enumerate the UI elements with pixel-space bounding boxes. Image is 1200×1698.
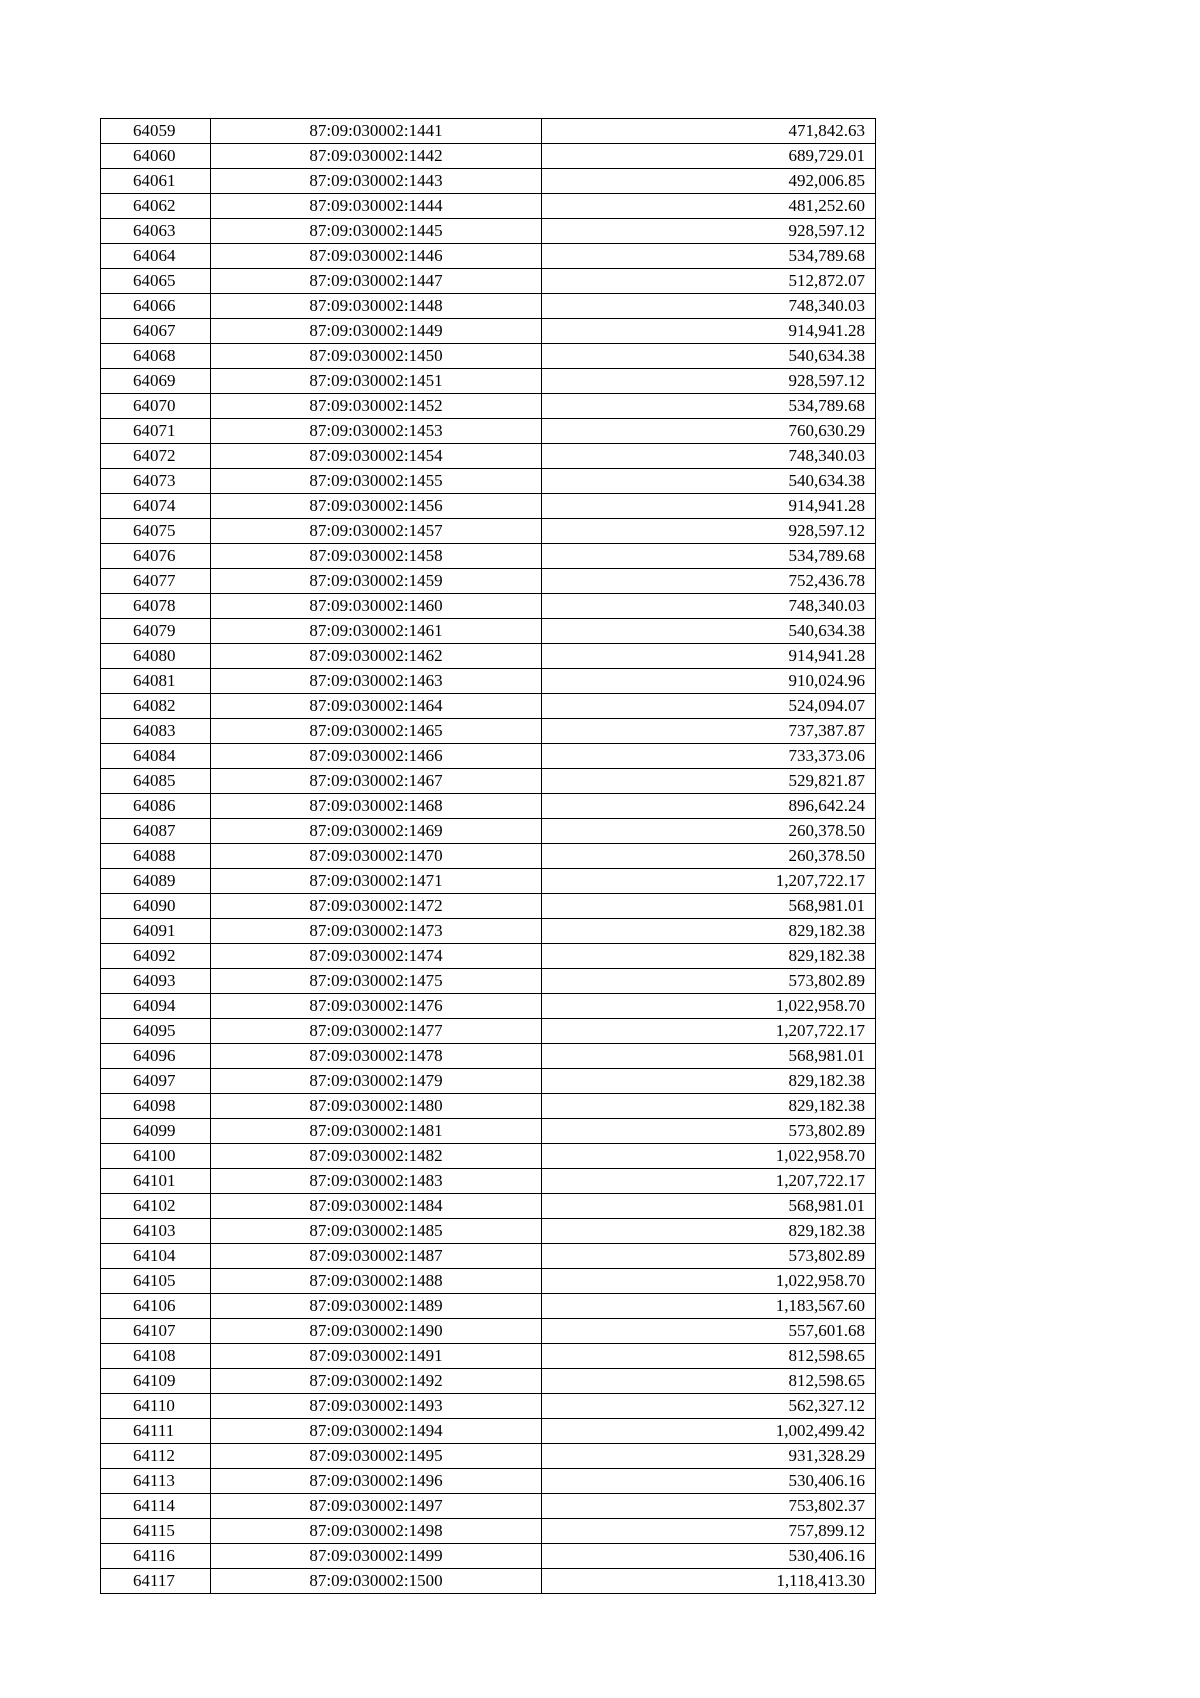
cadastral-number-cell: 87:09:030002:1491 (211, 1344, 542, 1369)
cadastral-value-cell: 260,378.50 (542, 819, 876, 844)
table-row (101, 244, 876, 269)
cadastral-number-cell: 87:09:030002:1441 (211, 119, 542, 144)
row-number-cell: 64114 (101, 1494, 211, 1519)
row-number-cell: 64087 (101, 819, 211, 844)
row-number-cell: 64076 (101, 544, 211, 569)
table-row (101, 1394, 876, 1419)
cadastral-number-cell: 87:09:030002:1488 (211, 1269, 542, 1294)
table-row (101, 419, 876, 444)
cadastral-value-cell: 534,789.68 (542, 544, 876, 569)
row-number-cell: 64096 (101, 1044, 211, 1069)
cadastral-number-cell: 87:09:030002:1484 (211, 1194, 542, 1219)
cadastral-value-cell: 748,340.03 (542, 594, 876, 619)
cadastral-number-cell: 87:09:030002:1482 (211, 1144, 542, 1169)
cadastral-value-cell: 752,436.78 (542, 569, 876, 594)
table-row (101, 819, 876, 844)
row-number-cell: 64101 (101, 1169, 211, 1194)
cadastral-value-cell: 524,094.07 (542, 694, 876, 719)
cadastral-number-cell: 87:09:030002:1462 (211, 644, 542, 669)
cadastral-value-cell: 829,182.38 (542, 944, 876, 969)
row-number-cell: 64086 (101, 794, 211, 819)
cadastral-value-cell: 896,642.24 (542, 794, 876, 819)
cadastral-number-cell: 87:09:030002:1467 (211, 769, 542, 794)
cadastral-value-cell: 928,597.12 (542, 219, 876, 244)
cadastral-value-cell: 573,802.89 (542, 969, 876, 994)
cadastral-value-cell: 689,729.01 (542, 144, 876, 169)
cadastral-number-cell: 87:09:030002:1481 (211, 1119, 542, 1144)
cadastral-number-cell: 87:09:030002:1499 (211, 1544, 542, 1569)
table-row (101, 319, 876, 344)
cadastral-value-table (100, 118, 876, 1594)
cadastral-value-cell: 748,340.03 (542, 444, 876, 469)
table-row (101, 294, 876, 319)
cadastral-number-cell: 87:09:030002:1442 (211, 144, 542, 169)
cadastral-value-cell: 914,941.28 (542, 494, 876, 519)
row-number-cell: 64080 (101, 644, 211, 669)
row-number-cell: 64060 (101, 144, 211, 169)
table-row (101, 1269, 876, 1294)
table-row (101, 1019, 876, 1044)
table-row (101, 1144, 876, 1169)
table-row (101, 369, 876, 394)
cadastral-number-cell: 87:09:030002:1479 (211, 1069, 542, 1094)
cadastral-number-cell: 87:09:030002:1470 (211, 844, 542, 869)
cadastral-value-cell: 829,182.38 (542, 1219, 876, 1244)
cadastral-value-cell: 568,981.01 (542, 1194, 876, 1219)
cadastral-number-cell: 87:09:030002:1475 (211, 969, 542, 994)
cadastral-value-cell: 529,821.87 (542, 769, 876, 794)
row-number-cell: 64103 (101, 1219, 211, 1244)
table-row (101, 1469, 876, 1494)
cadastral-number-cell: 87:09:030002:1494 (211, 1419, 542, 1444)
row-number-cell: 64106 (101, 1294, 211, 1319)
table-row (101, 1444, 876, 1469)
cadastral-number-cell: 87:09:030002:1446 (211, 244, 542, 269)
row-number-cell: 64115 (101, 1519, 211, 1544)
cadastral-value-cell: 530,406.16 (542, 1469, 876, 1494)
table-row (101, 1369, 876, 1394)
table-row (101, 1344, 876, 1369)
cadastral-number-cell: 87:09:030002:1485 (211, 1219, 542, 1244)
cadastral-number-cell: 87:09:030002:1483 (211, 1169, 542, 1194)
row-number-cell: 64110 (101, 1394, 211, 1419)
row-number-cell: 64107 (101, 1319, 211, 1344)
cadastral-value-cell: 910,024.96 (542, 669, 876, 694)
row-number-cell: 64109 (101, 1369, 211, 1394)
row-number-cell: 64092 (101, 944, 211, 969)
row-number-cell: 64117 (101, 1569, 211, 1594)
table-row (101, 1069, 876, 1094)
row-number-cell: 64098 (101, 1094, 211, 1119)
table-row (101, 1544, 876, 1569)
table-row (101, 219, 876, 244)
cadastral-number-cell: 87:09:030002:1478 (211, 1044, 542, 1069)
cadastral-value-cell: 481,252.60 (542, 194, 876, 219)
table-row (101, 1094, 876, 1119)
row-number-cell: 64116 (101, 1544, 211, 1569)
table-row (101, 194, 876, 219)
table-row (101, 869, 876, 894)
cadastral-number-cell: 87:09:030002:1465 (211, 719, 542, 744)
table-row (101, 594, 876, 619)
cadastral-value-cell: 812,598.65 (542, 1344, 876, 1369)
cadastral-value-cell: 1,207,722.17 (542, 1169, 876, 1194)
cadastral-number-cell: 87:09:030002:1468 (211, 794, 542, 819)
cadastral-value-cell: 733,373.06 (542, 744, 876, 769)
cadastral-value-cell: 534,789.68 (542, 244, 876, 269)
cadastral-value-cell: 1,022,958.70 (542, 994, 876, 1019)
cadastral-value-cell: 753,802.37 (542, 1494, 876, 1519)
row-number-cell: 64095 (101, 1019, 211, 1044)
cadastral-number-cell: 87:09:030002:1447 (211, 269, 542, 294)
table-row (101, 694, 876, 719)
row-number-cell: 64071 (101, 419, 211, 444)
cadastral-number-cell: 87:09:030002:1492 (211, 1369, 542, 1394)
cadastral-value-cell: 931,328.29 (542, 1444, 876, 1469)
table-row (101, 969, 876, 994)
row-number-cell: 64072 (101, 444, 211, 469)
table-row (101, 394, 876, 419)
cadastral-value-cell: 1,207,722.17 (542, 869, 876, 894)
row-number-cell: 64100 (101, 1144, 211, 1169)
row-number-cell: 64083 (101, 719, 211, 744)
table-row (101, 1319, 876, 1344)
table-body (101, 119, 876, 1594)
cadastral-value-cell: 928,597.12 (542, 369, 876, 394)
cadastral-number-cell: 87:09:030002:1444 (211, 194, 542, 219)
row-number-cell: 64097 (101, 1069, 211, 1094)
table-row (101, 994, 876, 1019)
cadastral-number-cell: 87:09:030002:1464 (211, 694, 542, 719)
cadastral-number-cell: 87:09:030002:1498 (211, 1519, 542, 1544)
row-number-cell: 64063 (101, 219, 211, 244)
cadastral-value-cell: 568,981.01 (542, 894, 876, 919)
table-row (101, 1294, 876, 1319)
table-row (101, 1519, 876, 1544)
cadastral-number-cell: 87:09:030002:1445 (211, 219, 542, 244)
cadastral-number-cell: 87:09:030002:1463 (211, 669, 542, 694)
table-row (101, 1169, 876, 1194)
row-number-cell: 64104 (101, 1244, 211, 1269)
cadastral-number-cell: 87:09:030002:1473 (211, 919, 542, 944)
row-number-cell: 64099 (101, 1119, 211, 1144)
cadastral-number-cell: 87:09:030002:1454 (211, 444, 542, 469)
cadastral-number-cell: 87:09:030002:1443 (211, 169, 542, 194)
cadastral-value-cell: 534,789.68 (542, 394, 876, 419)
row-number-cell: 64084 (101, 744, 211, 769)
cadastral-value-cell: 760,630.29 (542, 419, 876, 444)
cadastral-number-cell: 87:09:030002:1490 (211, 1319, 542, 1344)
table-row (101, 519, 876, 544)
row-number-cell: 64089 (101, 869, 211, 894)
cadastral-number-cell: 87:09:030002:1471 (211, 869, 542, 894)
cadastral-value-cell: 540,634.38 (542, 469, 876, 494)
cadastral-number-cell: 87:09:030002:1458 (211, 544, 542, 569)
row-number-cell: 64066 (101, 294, 211, 319)
cadastral-value-cell: 540,634.38 (542, 344, 876, 369)
table-row (101, 1194, 876, 1219)
cadastral-number-cell: 87:09:030002:1451 (211, 369, 542, 394)
cadastral-number-cell: 87:09:030002:1489 (211, 1294, 542, 1319)
table-row (101, 1494, 876, 1519)
row-number-cell: 64064 (101, 244, 211, 269)
cadastral-value-cell: 1,118,413.30 (542, 1569, 876, 1594)
table-row (101, 794, 876, 819)
table-row (101, 894, 876, 919)
row-number-cell: 64108 (101, 1344, 211, 1369)
row-number-cell: 64062 (101, 194, 211, 219)
row-number-cell: 64077 (101, 569, 211, 594)
cadastral-value-cell: 928,597.12 (542, 519, 876, 544)
table-row (101, 719, 876, 744)
cadastral-number-cell: 87:09:030002:1460 (211, 594, 542, 619)
cadastral-value-cell: 812,598.65 (542, 1369, 876, 1394)
table-row (101, 119, 876, 144)
row-number-cell: 64088 (101, 844, 211, 869)
row-number-cell: 64079 (101, 619, 211, 644)
row-number-cell: 64113 (101, 1469, 211, 1494)
cadastral-value-cell: 829,182.38 (542, 1094, 876, 1119)
cadastral-value-cell: 1,022,958.70 (542, 1269, 876, 1294)
cadastral-number-cell: 87:09:030002:1457 (211, 519, 542, 544)
table-row (101, 444, 876, 469)
cadastral-number-cell: 87:09:030002:1496 (211, 1469, 542, 1494)
cadastral-value-cell: 568,981.01 (542, 1044, 876, 1069)
row-number-cell: 64074 (101, 494, 211, 519)
cadastral-value-cell: 737,387.87 (542, 719, 876, 744)
cadastral-value-cell: 573,802.89 (542, 1119, 876, 1144)
cadastral-value-cell: 512,872.07 (542, 269, 876, 294)
table-row (101, 269, 876, 294)
row-number-cell: 64061 (101, 169, 211, 194)
cadastral-number-cell: 87:09:030002:1455 (211, 469, 542, 494)
cadastral-value-cell: 914,941.28 (542, 319, 876, 344)
row-number-cell: 64065 (101, 269, 211, 294)
cadastral-value-cell: 562,327.12 (542, 1394, 876, 1419)
cadastral-value-cell: 573,802.89 (542, 1244, 876, 1269)
row-number-cell: 64067 (101, 319, 211, 344)
row-number-cell: 64093 (101, 969, 211, 994)
row-number-cell: 64091 (101, 919, 211, 944)
cadastral-value-cell: 557,601.68 (542, 1319, 876, 1344)
cadastral-value-cell: 1,207,722.17 (542, 1019, 876, 1044)
row-number-cell: 64105 (101, 1269, 211, 1294)
table-row (101, 1044, 876, 1069)
cadastral-number-cell: 87:09:030002:1495 (211, 1444, 542, 1469)
table-row (101, 919, 876, 944)
table-row (101, 669, 876, 694)
row-number-cell: 64059 (101, 119, 211, 144)
table-row (101, 744, 876, 769)
table-row (101, 469, 876, 494)
table-row (101, 1219, 876, 1244)
table-row (101, 619, 876, 644)
table-row (101, 1119, 876, 1144)
cadastral-number-cell: 87:09:030002:1466 (211, 744, 542, 769)
table-row (101, 144, 876, 169)
cadastral-value-cell: 757,899.12 (542, 1519, 876, 1544)
cadastral-value-cell: 914,941.28 (542, 644, 876, 669)
cadastral-value-cell: 829,182.38 (542, 919, 876, 944)
cadastral-value-cell: 748,340.03 (542, 294, 876, 319)
row-number-cell: 64111 (101, 1419, 211, 1444)
row-number-cell: 64112 (101, 1444, 211, 1469)
cadastral-value-cell: 1,022,958.70 (542, 1144, 876, 1169)
table-row (101, 544, 876, 569)
cadastral-value-cell: 471,842.63 (542, 119, 876, 144)
cadastral-number-cell: 87:09:030002:1449 (211, 319, 542, 344)
row-number-cell: 64102 (101, 1194, 211, 1219)
row-number-cell: 64090 (101, 894, 211, 919)
cadastral-number-cell: 87:09:030002:1459 (211, 569, 542, 594)
table-row (101, 494, 876, 519)
cadastral-number-cell: 87:09:030002:1472 (211, 894, 542, 919)
cadastral-value-cell: 260,378.50 (542, 844, 876, 869)
cadastral-number-cell: 87:09:030002:1461 (211, 619, 542, 644)
cadastral-value-cell: 829,182.38 (542, 1069, 876, 1094)
row-number-cell: 64068 (101, 344, 211, 369)
cadastral-value-cell: 530,406.16 (542, 1544, 876, 1569)
row-number-cell: 64085 (101, 769, 211, 794)
row-number-cell: 64094 (101, 994, 211, 1019)
row-number-cell: 64069 (101, 369, 211, 394)
cadastral-value-cell: 1,183,567.60 (542, 1294, 876, 1319)
row-number-cell: 64082 (101, 694, 211, 719)
cadastral-number-cell: 87:09:030002:1469 (211, 819, 542, 844)
cadastral-number-cell: 87:09:030002:1452 (211, 394, 542, 419)
cadastral-number-cell: 87:09:030002:1450 (211, 344, 542, 369)
row-number-cell: 64081 (101, 669, 211, 694)
cadastral-number-cell: 87:09:030002:1453 (211, 419, 542, 444)
cadastral-number-cell: 87:09:030002:1477 (211, 1019, 542, 1044)
table-row (101, 1244, 876, 1269)
table-row (101, 1419, 876, 1444)
cadastral-value-cell: 540,634.38 (542, 619, 876, 644)
table-row (101, 344, 876, 369)
cadastral-number-cell: 87:09:030002:1476 (211, 994, 542, 1019)
row-number-cell: 64070 (101, 394, 211, 419)
cadastral-value-cell: 492,006.85 (542, 169, 876, 194)
cadastral-value-cell: 1,002,499.42 (542, 1419, 876, 1444)
cadastral-number-cell: 87:09:030002:1487 (211, 1244, 542, 1269)
row-number-cell: 64075 (101, 519, 211, 544)
table-row (101, 944, 876, 969)
cadastral-number-cell: 87:09:030002:1480 (211, 1094, 542, 1119)
row-number-cell: 64073 (101, 469, 211, 494)
cadastral-number-cell: 87:09:030002:1497 (211, 1494, 542, 1519)
cadastral-number-cell: 87:09:030002:1493 (211, 1394, 542, 1419)
table-row (101, 844, 876, 869)
cadastral-number-cell: 87:09:030002:1500 (211, 1569, 542, 1594)
table-row (101, 644, 876, 669)
table-row (101, 569, 876, 594)
cadastral-number-cell: 87:09:030002:1448 (211, 294, 542, 319)
table-row (101, 769, 876, 794)
row-number-cell: 64078 (101, 594, 211, 619)
table-row (101, 169, 876, 194)
table-row (101, 1569, 876, 1594)
cadastral-number-cell: 87:09:030002:1456 (211, 494, 542, 519)
cadastral-number-cell: 87:09:030002:1474 (211, 944, 542, 969)
